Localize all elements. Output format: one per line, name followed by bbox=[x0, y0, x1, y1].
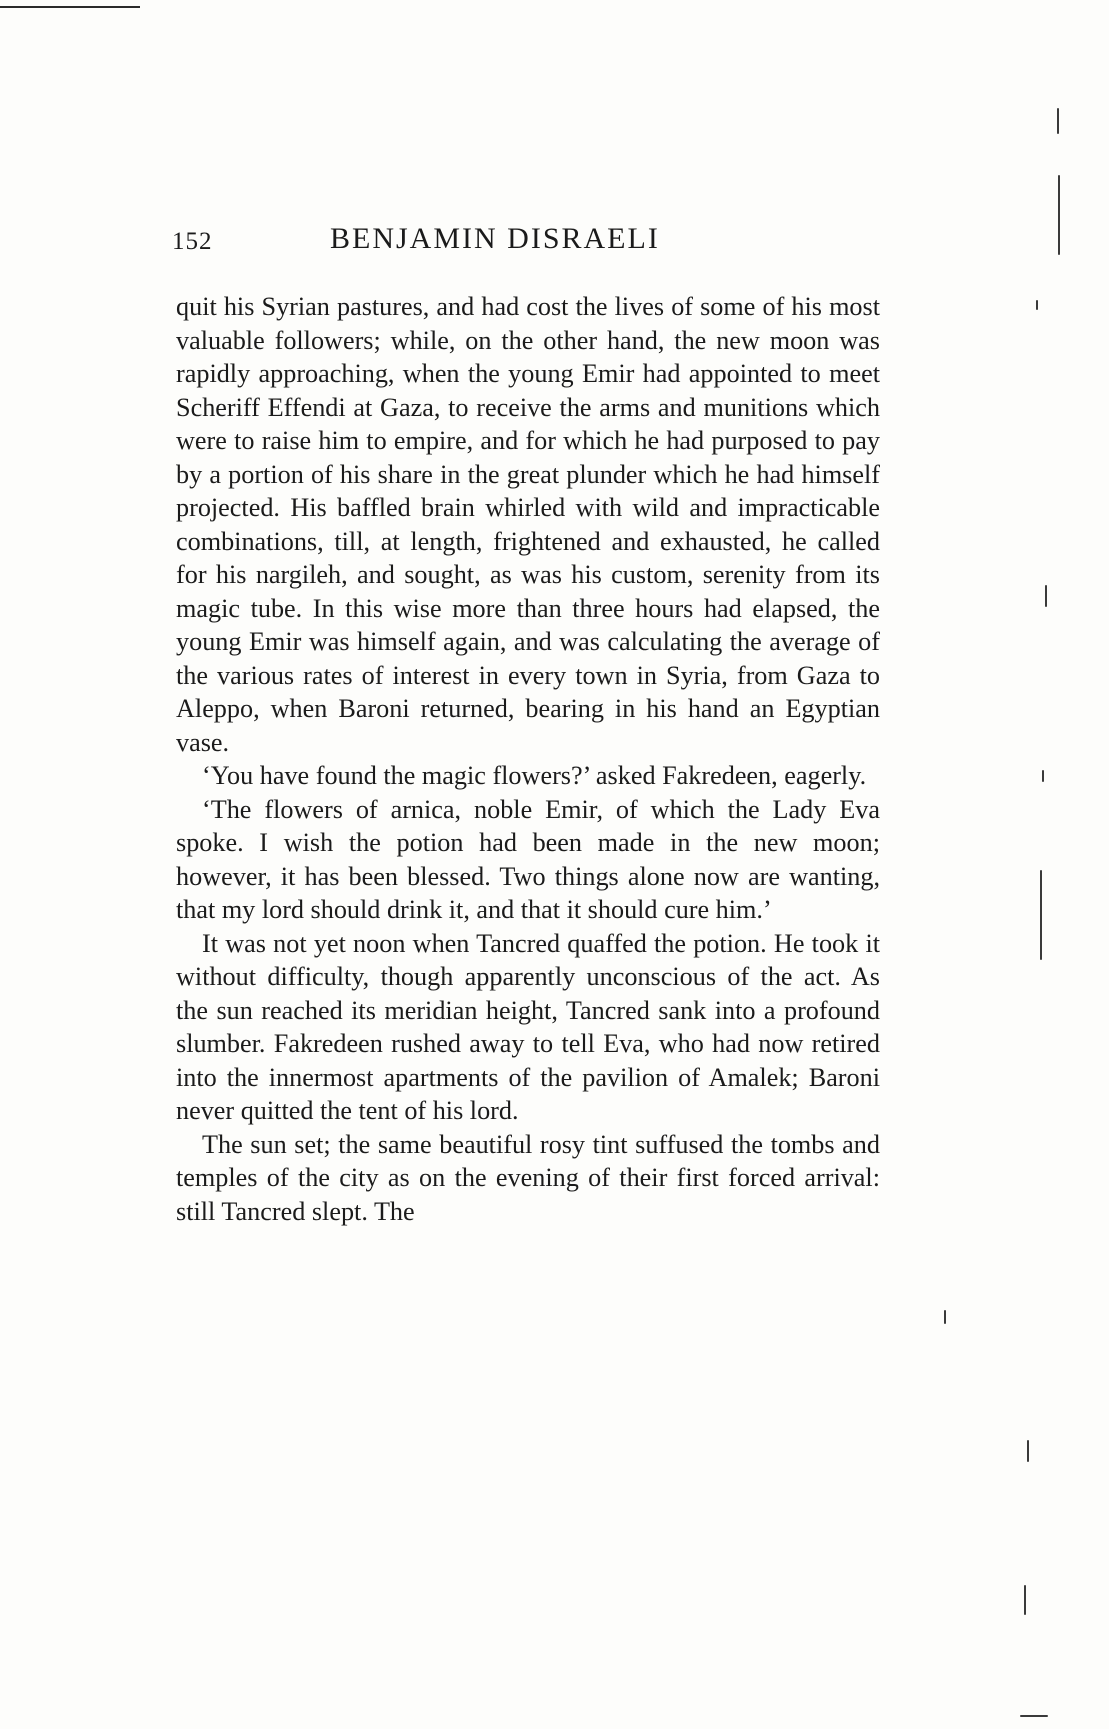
paragraph: It was not yet noon when Tancred quaffed the potion. He took it without difficulty, though apparently unconscious of the act. As the sun reached its meridian height, Tancred sank into a profound slumber. Fakredeen rushed away to tell Eva, who had now retired into the innermost apartments of the pavilion of Amalek; Baroni never quitted the tent of his lord. bbox=[176, 928, 880, 1125]
paragraph: quit his Syrian pastures, and had cost the lives of some of his most valuable followers; while, on the other hand, the new moon was rapidly approaching, when the young Emir had appointed to meet Scheriff Effendi at Gaza, to receive the arms and munitions which were to raise him to empire, and for which he had purposed to pay by a portion of his share in the great plunder which he had himself projected. His baffled brain whirled with wild and impracticable combinations, till, at length, frightened and exhausted, he called for his nargileh, and sought, as was his custom, serenity from its magic tube. In this wise more than three hours had elapsed, the young Emir was himself again, and was calculating the average of the various rates of interest in every town in Syria, from Gaza to Aleppo, when Baroni returned, bearing in his hand an Egyptian vase. bbox=[176, 292, 880, 757]
margin-mark bbox=[1045, 585, 1047, 607]
margin-mark bbox=[944, 1310, 946, 1324]
page-header bbox=[172, 222, 892, 262]
margin-mark bbox=[1036, 300, 1038, 310]
margin-mark bbox=[1024, 1585, 1026, 1615]
running-head: BENJAMIN DISRAELI bbox=[330, 222, 660, 255]
paragraph: The sun set; the same beautiful rosy tint suffused the tombs and temples of the city as on the evening of their first forced arrival: still Tancred slept. The bbox=[176, 1129, 880, 1226]
top-edge-rule bbox=[0, 6, 140, 8]
margin-mark bbox=[1058, 175, 1060, 255]
paragraph: ‘You have found the magic flowers?’ asked Fakredeen, eagerly. bbox=[202, 761, 867, 790]
margin-mark bbox=[1057, 108, 1059, 134]
body-text bbox=[176, 290, 880, 1228]
margin-mark bbox=[1042, 770, 1044, 782]
margin-mark bbox=[1027, 1440, 1029, 1462]
margin-mark bbox=[1040, 870, 1042, 960]
paragraph: ‘The flowers of arnica, noble Emir, of which the Lady Eva spoke. I wish the potion had been made in the new moon; however, it has been blessed. Two things alone now are wanting, that my lord should drink it, and that it should cure him.’ bbox=[176, 794, 880, 924]
margin-mark bbox=[1020, 1715, 1048, 1717]
page-number: 152 bbox=[172, 228, 213, 255]
